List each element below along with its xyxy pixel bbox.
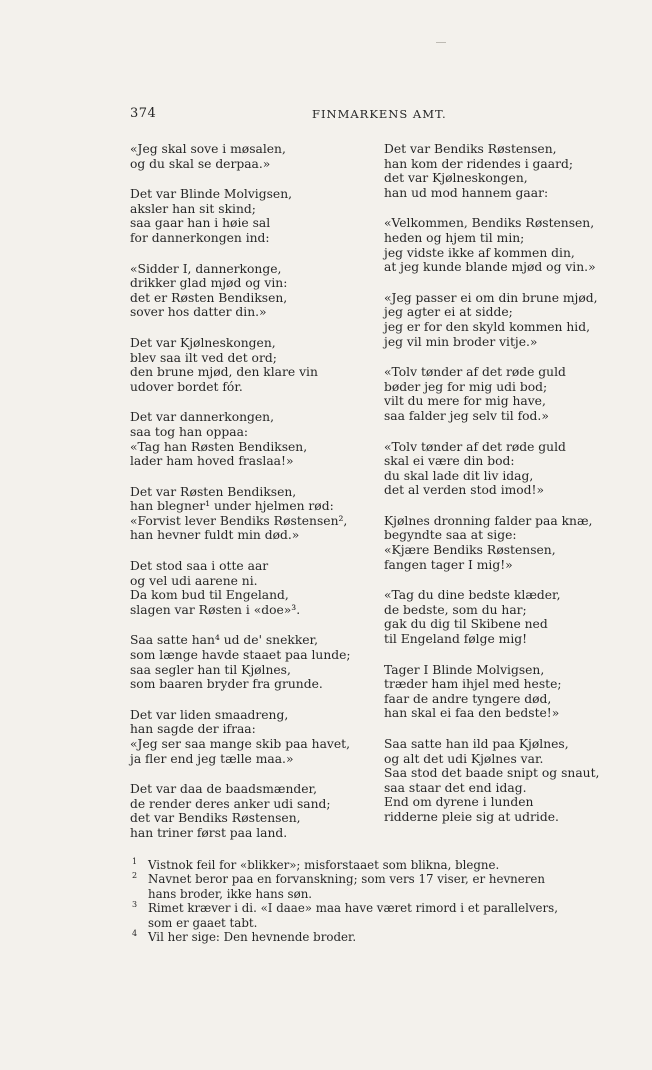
verse-line: aksler han sit skind;: [130, 201, 256, 216]
verse-line: og vel udi aarene ni.: [130, 573, 258, 588]
left-column: [130, 142, 370, 857]
verse-line: «Jeg skal sove i møsalen,: [130, 142, 286, 156]
verse-line: det er Røsten Bendiksen,: [130, 290, 288, 305]
stanza: [384, 737, 624, 825]
verse-line: begyndte saa at sige:: [384, 528, 517, 543]
stanza: [130, 708, 370, 766]
verse-line: saa staar det end idag.: [384, 780, 527, 795]
verse-line: drikker glad mjød og vin:: [130, 276, 288, 291]
verse-line: det var Kjølneskongen,: [384, 171, 528, 186]
verse-line: han triner først paa land.: [130, 825, 288, 840]
stanza: [384, 663, 624, 721]
footnote-mark: 1: [132, 857, 138, 866]
verse-line: blev saa ilt ved det ord;: [130, 350, 277, 365]
verse-line: saa segler han til Kjølnes,: [130, 662, 291, 677]
verse-line: som baaren bryder fra grunde.: [130, 677, 323, 692]
verse-line: og alt det udi Kjølnes var.: [384, 751, 544, 766]
running-title: FINMARKENS AMT.: [312, 107, 447, 121]
footnote: [130, 872, 626, 901]
stanza: [384, 291, 624, 349]
stanza: [384, 514, 624, 572]
verse-line: jeg vil min broder vitje.»: [384, 334, 538, 349]
verse-line: bøder jeg for mig udi bod;: [384, 379, 548, 394]
verse-line: «Sidder I, dannerkonge,: [130, 261, 282, 276]
verse-line: heden og hjem til min;: [384, 230, 525, 245]
verse-line: og du skal se derpaa.»: [130, 156, 271, 171]
footnote: [130, 930, 626, 944]
stanza: [130, 410, 370, 468]
footnote-text: hans broder, ikke hans søn.: [148, 886, 313, 901]
right-column: [384, 142, 624, 841]
verse-line: som længe havde staaet paa lunde;: [130, 648, 351, 663]
verse-line: for dannerkongen ind:: [130, 230, 270, 245]
verse-line: ridderne pleie sig at udride.: [384, 809, 559, 824]
verse-line: Det var dannerkongen,: [130, 410, 275, 425]
stanza: [384, 365, 624, 423]
verse-line: at jeg kunde blande mjød og vin.»: [384, 260, 596, 275]
verse-line: saa gaar han i høie sal: [130, 216, 271, 231]
verse-line: skal ei være din bod:: [384, 454, 515, 469]
stanza: [130, 782, 370, 840]
stanza: [130, 559, 370, 617]
verse-line: End om dyrene i lunden: [384, 795, 534, 810]
verse-line: han hevner fuldt min død.»: [130, 528, 300, 543]
verse-line: «Jeg passer ei om din brune mjød,: [384, 290, 598, 305]
verse-line: det var Bendiks Røstensen,: [130, 811, 301, 826]
verse-line: til Engeland følge mig!: [384, 632, 528, 647]
verse-line: Tager I Blinde Molvigsen,: [384, 662, 545, 677]
verse-line: Saa satte han ild paa Kjølnes,: [384, 737, 569, 751]
verse-line: saa falder jeg selv til fod.»: [384, 408, 549, 423]
verse-line: ja fler end jeg tælle maa.»: [130, 751, 294, 766]
footnote: [130, 858, 626, 872]
page-number: 374: [130, 106, 157, 121]
verse-line: saa tog han oppaa:: [130, 424, 249, 439]
verse-line: «Tag du dine bedste klæder,: [384, 588, 561, 603]
footnote-text: Vil her sige: Den hevnende broder.: [148, 930, 357, 945]
footnote-text: som er gaaet tabt.: [148, 915, 258, 930]
verse-line: træder ham ihjel med heste;: [384, 677, 562, 692]
verse-line: gak du dig til Skibene ned: [384, 617, 548, 632]
stanza: [130, 262, 370, 320]
footnote-text: Navnet beror paa en forvanskning; som vers 17 viser, er hevneren: [148, 872, 545, 887]
verse-line: Kjølnes dronning falder paa knæ,: [384, 513, 593, 528]
footnote-text: Vistnok feil for «blikker»; misforstaaet som blikna, blegne.: [148, 858, 500, 872]
page-header: [130, 106, 620, 126]
verse-line: «Jeg ser saa mange skib paa havet,: [130, 737, 350, 751]
verse-line: de bedste, som du har;: [384, 602, 527, 617]
footnote-mark: 4: [132, 929, 138, 939]
stanza: [384, 588, 624, 646]
print-mark: [436, 42, 446, 43]
verse-line: Da kom bud til Engeland,: [130, 588, 289, 603]
stanza: [384, 440, 624, 498]
verse-line: jeg agter ei at sidde;: [384, 305, 513, 320]
footnote-text: Rimet kræver i di. «I daae» maa have været rimord i et parallelvers,: [148, 901, 558, 916]
footnote: [130, 901, 626, 930]
verse-line: Det var Røsten Bendiksen,: [130, 484, 297, 499]
verse-line: han blegner¹ under hjelmen rød:: [130, 499, 334, 514]
verse-line: han ud mod hannem gaar:: [384, 185, 549, 200]
verse-line: Det var Blinde Molvigsen,: [130, 187, 293, 202]
stanza: [130, 485, 370, 543]
verse-line: de render deres anker udi sand;: [130, 796, 331, 811]
verse-line: Det var liden smaadreng,: [130, 707, 289, 722]
verse-line: Det var Bendiks Røstensen,: [384, 142, 557, 156]
stanza: [130, 336, 370, 394]
verse-line: den brune mjød, den klare vin: [130, 365, 318, 380]
verse-line: «Velkommen, Bendiks Røstensen,: [384, 216, 595, 231]
verse-line: Det var daa de baadsmænder,: [130, 782, 317, 797]
footnotes: [130, 858, 626, 944]
footnote-mark: 3: [132, 900, 138, 910]
verse-line: det al verden stod imod!»: [384, 483, 545, 498]
verse-line: han kom der ridendes i gaard;: [384, 156, 573, 171]
verse-line: han skal ei faa den bedste!»: [384, 706, 560, 721]
verse-line: jeg er for den skyld kommen hid,: [384, 319, 590, 334]
verse-line: «Tolv tønder af det røde guld: [384, 439, 566, 454]
verse-line: faar de andre tyngere død,: [384, 691, 552, 706]
footnote-mark: 2: [132, 871, 138, 881]
verse-line: slagen var Røsten i «doe»³.: [130, 602, 301, 617]
verse-line: lader ham hoved fraslaa!»: [130, 454, 294, 469]
verse-line: udover bordet fór.: [130, 379, 243, 394]
verse-line: jeg vidste ikke af kommen din,: [384, 245, 575, 260]
verse-line: «Kjære Bendiks Røstensen,: [384, 543, 556, 558]
verse-line: Saa satte han⁴ ud de' snekker,: [130, 633, 318, 648]
verse-line: «Tag han Røsten Bendiksen,: [130, 439, 308, 454]
stanza: [384, 216, 624, 274]
verse-line: fangen tager I mig!»: [384, 557, 513, 572]
verse-line: vilt du mere for mig have,: [384, 394, 546, 409]
stanza: [130, 187, 370, 245]
verse-line: «Forvist lever Bendiks Røstensen²,: [130, 513, 348, 528]
verse-line: Saa stod det baade snipt og snaut,: [384, 766, 600, 781]
verse-line: sover hos datter din.»: [130, 305, 267, 320]
stanza: [130, 142, 370, 171]
verse-line: Det var Kjølneskongen,: [130, 335, 276, 350]
stanza: [130, 633, 370, 691]
stanza: [384, 142, 624, 200]
verse-line: du skal lade dit liv idag,: [384, 468, 534, 483]
verse-line: han sagde der ifraa:: [130, 722, 256, 737]
verse-line: «Tolv tønder af det røde guld: [384, 365, 566, 380]
verse-line: Det stod saa i otte aar: [130, 559, 269, 574]
